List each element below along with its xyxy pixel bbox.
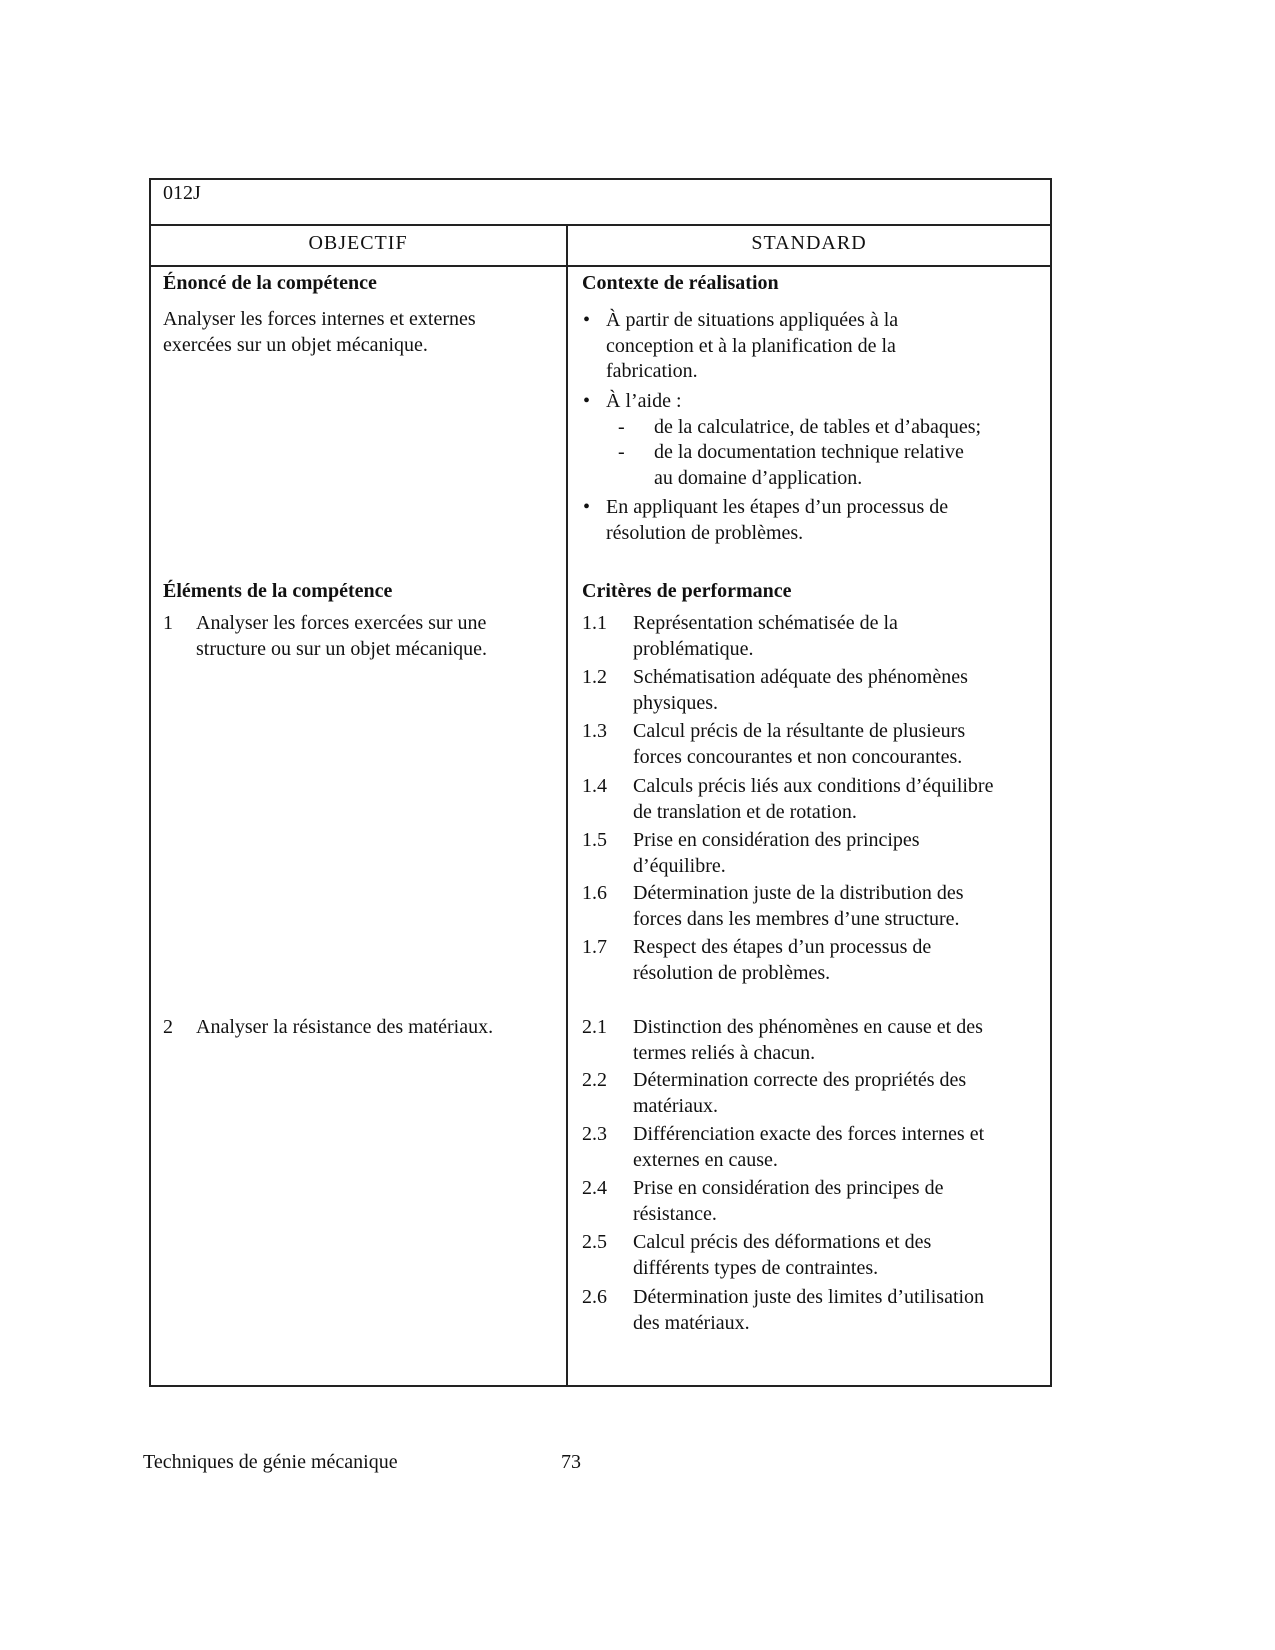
header-objectif: OBJECTIF (308, 232, 408, 254)
contexte-subitem: de la calculatrice, de tables et d’abaques; (654, 416, 982, 438)
criterion-number: 2.3 (582, 1123, 607, 1145)
criterion-number: 1.2 (582, 666, 607, 688)
criterion-number: 1.3 (582, 720, 607, 742)
criterion-text: Détermination correcte des propriétés des matériaux. (633, 1069, 967, 1117)
criterion-text: Schématisation adéquate des phénomènes physiques. (633, 666, 968, 714)
criterion-text: Respect des étapes d’un processus de résolution de problèmes. (633, 936, 932, 984)
criterion-text: Calcul précis de la résultante de plusieurs forces concourantes et non concourantes. (633, 720, 966, 768)
bullet-icon: • (583, 309, 591, 331)
criterion-text: Prise en considération des principes de résistance. (633, 1177, 944, 1225)
criterion-number: 1.1 (582, 612, 607, 634)
table-border-left (149, 178, 151, 1387)
row-divider (150, 224, 1052, 226)
criterion-text: Détermination juste de la distribution des forces dans les membres d’une structure. (633, 882, 964, 930)
criterion-number: 2.5 (582, 1231, 607, 1253)
criterion-number: 2.2 (582, 1069, 607, 1091)
criterion-number: 2.6 (582, 1286, 607, 1308)
enonce-title: Énoncé de la compétence (163, 272, 377, 294)
element-text: Analyser la résistance des matériaux. (196, 1016, 494, 1038)
contexte-bullet: En appliquant les étapes d’un processus de résolution de problèmes. (606, 496, 949, 544)
contexte-bullet: À partir de situations appliquées à la conception et à la planification de la fabrication. (606, 309, 899, 382)
dash-icon: - (618, 441, 625, 463)
criterion-text: Différenciation exacte des forces internes et externes en cause. (633, 1123, 985, 1171)
criterion-text: Représentation schématisée de la problématique. (633, 612, 898, 660)
elements-title: Éléments de la compétence (163, 580, 393, 602)
table-code: 012J (163, 182, 201, 204)
row-divider (150, 265, 1052, 267)
criterion-text: Distinction des phénomènes en cause et des termes reliés à chacun. (633, 1016, 983, 1064)
criterion-number: 1.6 (582, 882, 607, 904)
criteres-title: Critères de performance (582, 580, 792, 602)
criterion-number: 1.7 (582, 936, 607, 958)
criterion-number: 2.1 (582, 1016, 607, 1038)
page-number: 73 (561, 1451, 581, 1473)
bullet-icon: • (583, 496, 591, 518)
contexte-bullet: À l’aide : (606, 390, 682, 412)
criterion-text: Calculs précis liés aux conditions d’équilibre de translation et de rotation. (633, 775, 994, 823)
element-number: 1 (163, 612, 173, 634)
contexte-subitem: de la documentation technique relative au domaine d’application. (654, 441, 964, 489)
element-text: Analyser les forces exercées sur une structure ou sur un objet mécanique. (196, 612, 488, 660)
criterion-number: 1.5 (582, 829, 607, 851)
criterion-text: Prise en considération des principes d’équilibre. (633, 829, 920, 877)
criterion-text: Détermination juste des limites d’utilisation des matériaux. (633, 1286, 985, 1334)
table-border-top (150, 178, 1052, 180)
table-border-right (1050, 178, 1052, 1387)
criterion-number: 1.4 (582, 775, 607, 797)
enonce-text: Analyser les forces internes et externes exercées sur un objet mécanique. (163, 308, 476, 356)
element-number: 2 (163, 1016, 173, 1038)
header-standard: STANDARD (751, 232, 867, 254)
contexte-title: Contexte de réalisation (582, 272, 779, 294)
criterion-number: 2.4 (582, 1177, 607, 1199)
criterion-text: Calcul précis des déformations et des différents types de contraintes. (633, 1231, 932, 1279)
table-border-bottom (150, 1385, 1052, 1387)
footer-title: Techniques de génie mécanique (143, 1451, 398, 1473)
bullet-icon: • (583, 390, 591, 412)
column-divider (566, 224, 568, 1386)
dash-icon: - (618, 416, 625, 438)
